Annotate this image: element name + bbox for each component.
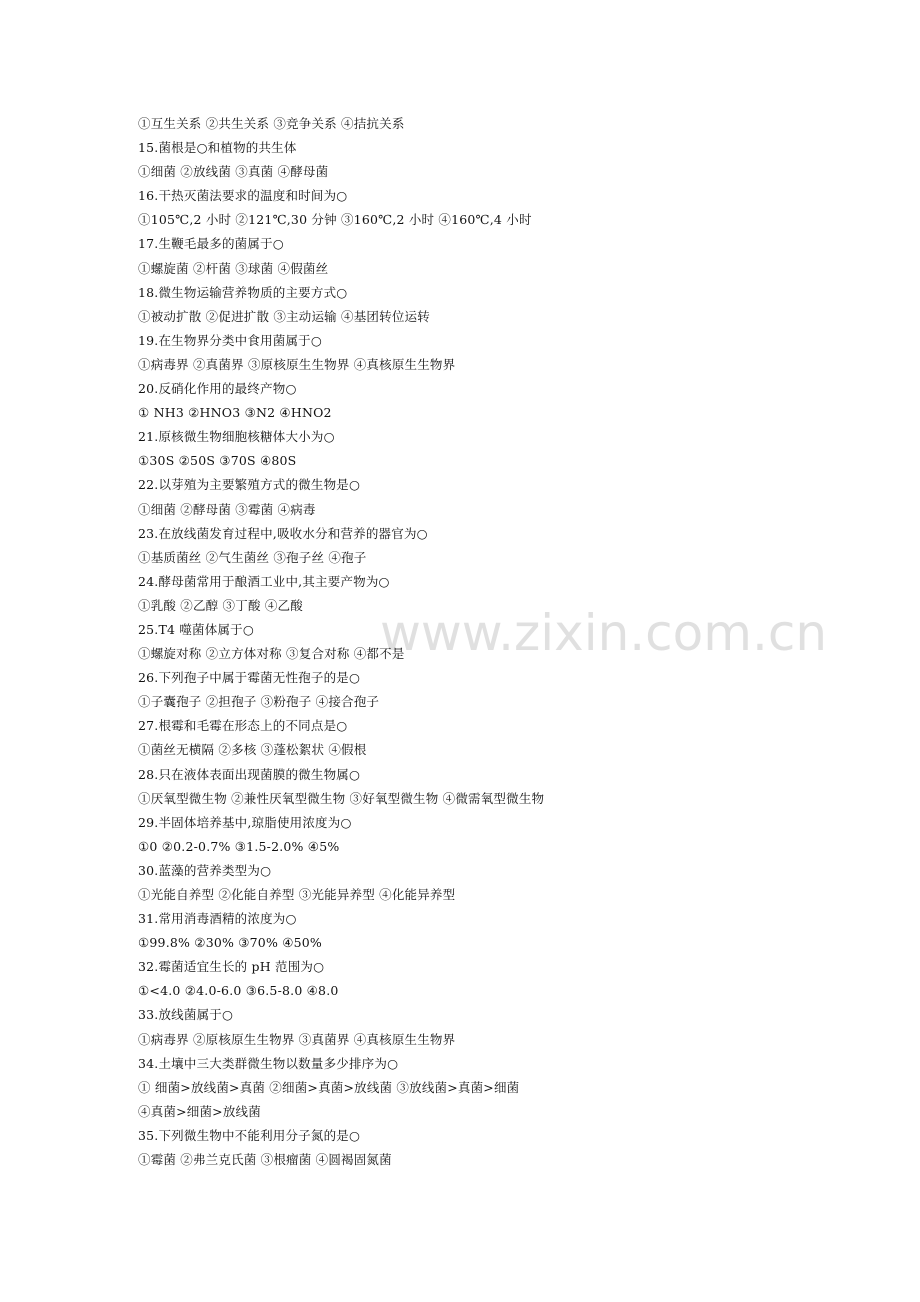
text-line: ①被动扩散 ②促进扩散 ③主动运输 ④基团转位运转	[138, 308, 430, 324]
text-line: 31.常用消毒酒精的浓度为○	[138, 911, 297, 927]
text-line: 23.在放线菌发育过程中,吸收水分和营养的器官为○	[138, 525, 428, 541]
text-line: ①细菌 ②放线菌 ③真菌 ④酵母菌	[138, 164, 329, 180]
text-line: 35.下列微生物中不能利用分子氮的是○	[138, 1127, 361, 1143]
text-line: ①互生关系 ②共生关系 ③竞争关系 ④拮抗关系	[138, 116, 405, 131]
text-line: ① NH3 ②HNO3 ③N2 ④HNO2	[138, 405, 332, 421]
text-line: ①99.8% ②30% ③70% ④50%	[138, 935, 323, 951]
text-line: 17.生鞭毛最多的菌属于○	[138, 236, 284, 252]
text-line: ①乳酸 ②乙醇 ③丁酸 ④乙酸	[138, 597, 303, 613]
text-line: ①30S ②50S ③70S ④80S	[138, 453, 297, 469]
text-line: ④真菌>细菌>放线菌	[138, 1103, 261, 1119]
text-line: 30.蓝藻的营养类型为○	[138, 862, 272, 878]
text-line: 21.原核微生物细胞核糖体大小为○	[138, 429, 335, 445]
text-line: 28.只在液体表面出现菌膜的微生物属○	[138, 766, 361, 782]
text-line: ①<4.0 ②4.0-6.0 ③6.5-8.0 ④8.0	[138, 983, 339, 999]
watermark: www.zixin.com.cn	[380, 604, 828, 662]
question-list	[138, 112, 838, 1172]
text-line: 32.霉菌适宜生长的 pH 范围为○	[138, 959, 325, 975]
text-line: 29.半固体培养基中,琼脂使用浓度为○	[138, 814, 352, 830]
text-line: ①螺旋菌 ②杆菌 ③球菌 ④假菌丝	[138, 260, 329, 276]
text-line: 26.下列孢子中属于霉菌无性孢子的是○	[138, 670, 361, 686]
text-line: ①病毒界 ②原核原生生物界 ③真菌界 ④真核原生生物界	[138, 1031, 456, 1047]
text-line: 27.根霉和毛霉在形态上的不同点是○	[138, 718, 348, 734]
text-line: ①105℃,2 小时 ②121℃,30 分钟 ③160℃,2 小时 ④160℃,4 小时	[138, 212, 532, 228]
text-line: 24.酵母菌常用于酿酒工业中,其主要产物为○	[138, 573, 390, 589]
text-line: 25.T4 噬菌体属于○	[138, 621, 254, 637]
text-line: 20.反硝化作用的最终产物○	[138, 381, 297, 397]
text-line: 33.放线菌属于○	[138, 1007, 234, 1023]
text-line: ①子囊孢子 ②担孢子 ③粉孢子 ④接合孢子	[138, 694, 380, 710]
text-line: ①光能自养型 ②化能自养型 ③光能异养型 ④化能异养型	[138, 887, 456, 902]
text-line: ① 细菌>放线菌>真菌 ②细菌>真菌>放线菌 ③放线菌>真菌>细菌	[138, 1079, 520, 1095]
text-line: ①基质菌丝 ②气生菌丝 ③孢子丝 ④孢子	[138, 549, 367, 565]
text-line: 16.干热灭菌法要求的温度和时间为○	[138, 188, 348, 204]
text-line: ①菌丝无横隔 ②多核 ③蓬松絮状 ④假根	[138, 742, 367, 758]
text-line: ①霉菌 ②弗兰克氏菌 ③根瘤菌 ④圆褐固氮菌	[138, 1152, 392, 1168]
text-line: 19.在生物界分类中食用菌属于○	[138, 332, 322, 348]
text-line: 34.土壤中三大类群微生物以数量多少排序为○	[138, 1055, 399, 1071]
text-line: 18.微生物运输营养物质的主要方式○	[138, 284, 348, 300]
text-line: ①细菌 ②酵母菌 ③霉菌 ④病毒	[138, 501, 316, 517]
text-line: ①厌氧型微生物 ②兼性厌氧型微生物 ③好氧型微生物 ④微需氧型微生物	[138, 790, 545, 806]
text-line: ①螺旋对称 ②立方体对称 ③复合对称 ④都不是	[138, 646, 405, 662]
text-line: ①病毒界 ②真菌界 ③原核原生生物界 ④真核原生生物界	[138, 356, 456, 372]
text-line: 22.以芽殖为主要繁殖方式的微生物是○	[138, 477, 361, 493]
text-line: 15.菌根是○和植物的共生体	[138, 140, 297, 156]
text-line: ①0 ②0.2-0.7% ③1.5-2.0% ④5%	[138, 838, 340, 854]
